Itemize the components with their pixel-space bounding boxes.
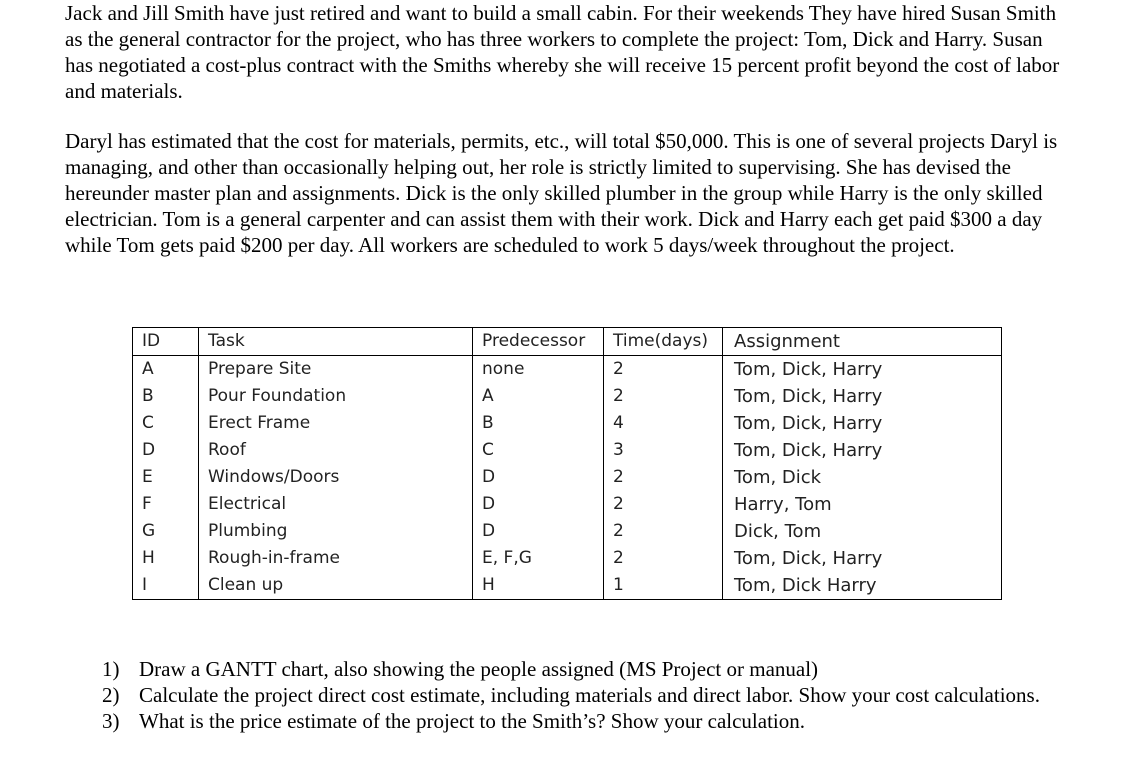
cell-id: H: [133, 545, 199, 572]
intro-paragraph: Jack and Jill Smith have just retired and want to build a small cabin. For their weekends They have hired Susan Smith as the general contractor for the project, who has three workers to complete the project: Tom, Dick and Harry. Susan has negotiated a cost-plus contract with the Smiths whereby she will receive 15 percent profit beyond the cost of labor and materials.: [65, 1, 1060, 103]
cell-assignment: Harry, Tom: [723, 491, 1002, 518]
cell-task: Plumbing: [199, 518, 473, 545]
table-row: [133, 437, 1002, 464]
header-assignment: Assignment: [723, 328, 1002, 356]
cell-task: Electrical: [199, 491, 473, 518]
header-time: Time(days): [604, 328, 723, 356]
cell-task: Pour Foundation: [199, 383, 473, 410]
question-text: Calculate the project direct cost estimate, including materials and direct labor. Show your cost calculations.: [139, 683, 1040, 707]
cell-task: Clean up: [199, 572, 473, 600]
question-text: What is the price estimate of the project to the Smith’s? Show your calculation.: [139, 709, 805, 733]
cell-task: Erect Frame: [199, 410, 473, 437]
cell-id: I: [133, 572, 199, 600]
cell-assignment: Tom, Dick: [723, 464, 1002, 491]
header-id: ID: [133, 328, 199, 356]
cell-id: F: [133, 491, 199, 518]
cell-assignment: Tom, Dick, Harry: [723, 437, 1002, 464]
table-header-row: [133, 328, 1002, 356]
cell-time: 2: [604, 356, 723, 384]
cell-predecessor: E, F,G: [473, 545, 604, 572]
table-row: [133, 572, 1002, 600]
cell-time: 2: [604, 383, 723, 410]
cell-task: Prepare Site: [199, 356, 473, 384]
cell-assignment: Tom, Dick, Harry: [723, 545, 1002, 572]
table-row: [133, 491, 1002, 518]
question-list: [102, 656, 1062, 734]
cell-assignment: Tom, Dick, Harry: [723, 410, 1002, 437]
cell-assignment: Tom, Dick Harry: [723, 572, 1002, 600]
task-table: [132, 327, 1002, 600]
cell-assignment: Tom, Dick, Harry: [723, 356, 1002, 384]
cell-predecessor: A: [473, 383, 604, 410]
table-row: [133, 356, 1002, 384]
cell-predecessor: none: [473, 356, 604, 384]
cell-predecessor: D: [473, 464, 604, 491]
question-number: 3): [102, 709, 120, 733]
header-predecessor: Predecessor: [473, 328, 604, 356]
cell-time: 2: [604, 545, 723, 572]
table-row: [133, 518, 1002, 545]
header-task: Task: [199, 328, 473, 356]
cell-predecessor: H: [473, 572, 604, 600]
cell-time: 3: [604, 437, 723, 464]
cell-assignment: Tom, Dick, Harry: [723, 383, 1002, 410]
question-text: Draw a GANTT chart, also showing the people assigned (MS Project or manual): [139, 657, 819, 681]
cell-id: G: [133, 518, 199, 545]
cell-assignment: Dick, Tom: [723, 518, 1002, 545]
question-item: [102, 656, 1062, 682]
cell-predecessor: D: [473, 491, 604, 518]
cell-task: Windows/Doors: [199, 464, 473, 491]
cell-task: Rough-in-frame: [199, 545, 473, 572]
cell-id: D: [133, 437, 199, 464]
question-item: [102, 708, 1062, 734]
cell-id: E: [133, 464, 199, 491]
cell-id: C: [133, 410, 199, 437]
cell-task: Roof: [199, 437, 473, 464]
cell-time: 1: [604, 572, 723, 600]
table-row: [133, 545, 1002, 572]
cell-id: B: [133, 383, 199, 410]
cell-time: 2: [604, 464, 723, 491]
cell-id: A: [133, 356, 199, 384]
question-item: [102, 682, 1062, 708]
details-paragraph: Daryl has estimated that the cost for materials, permits, etc., will total $50,000. This is one of several projects Daryl is managing, and other than occasionally helping out, her role is strictly limited to supervising. She has devised the hereunder master plan and assignments. Dick is the only skilled plumber in the group while Harry is the only skilled electrician. Tom is a general carpenter and can assist them with their work. Dick and Harry each get paid $300 a day while Tom gets paid $200 per day. All workers are scheduled to work 5 days/week throughout the project.: [65, 129, 1058, 257]
question-number: 1): [102, 657, 120, 681]
cell-time: 2: [604, 518, 723, 545]
table-row: [133, 383, 1002, 410]
table-row: [133, 410, 1002, 437]
cell-time: 2: [604, 491, 723, 518]
question-number: 2): [102, 683, 120, 707]
cell-predecessor: C: [473, 437, 604, 464]
table-row: [133, 464, 1002, 491]
cell-predecessor: B: [473, 410, 604, 437]
cell-time: 4: [604, 410, 723, 437]
cell-predecessor: D: [473, 518, 604, 545]
